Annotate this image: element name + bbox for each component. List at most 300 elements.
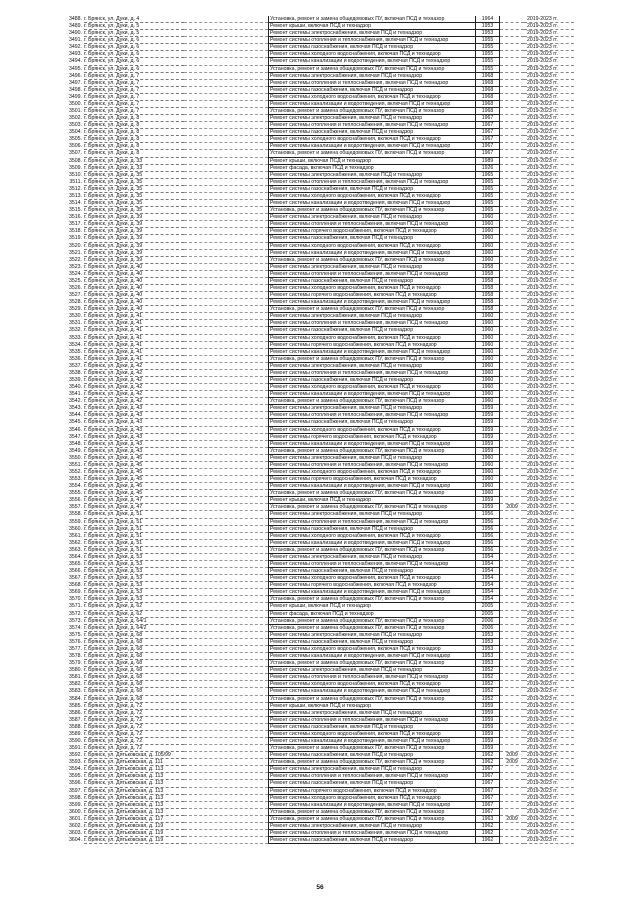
row-number: 3530.	[69, 313, 82, 320]
row-number: 3588.	[69, 723, 82, 730]
table-row	[62, 519, 574, 526]
address-cell: г. Брянск, ул. Дуки, д. 42	[84, 370, 184, 377]
work-type-cell: Ремонт системы отопления и теплоснабжения, включая ПСД и технадзор	[268, 80, 476, 87]
work-type-cell: Ремонт системы горячего водоснабжения, включая ПСД и технадзор	[268, 292, 476, 299]
planned-period-cell: 2019-2023 гг.	[524, 327, 574, 334]
table-row	[62, 646, 574, 653]
row-number: 3576.	[69, 638, 82, 645]
work-type-cell: Ремонт системы канализации и водоотведения, включая ПСД и технадзор	[268, 58, 476, 65]
previous-repair-year-cell	[500, 87, 524, 94]
address-cell: г. Брянск, ул. Дуки, д. 35	[84, 207, 184, 214]
spacer-cell	[184, 327, 268, 334]
row-number: 3517.	[69, 221, 82, 228]
row-number: 3543.	[69, 405, 82, 412]
table-row	[62, 759, 574, 766]
build-year-cell: 1960	[476, 490, 500, 497]
table-row	[62, 186, 574, 193]
address-cell: г. Брянск, ул. Дуки, д. 40	[84, 271, 184, 278]
work-type-cell: Ремонт системы электроснабжения, включая ПСД и технадзор	[268, 823, 476, 830]
work-type-cell: Ремонт крыши, включая ПСД и технадзор	[268, 497, 476, 504]
row-number: 3554.	[69, 483, 82, 490]
previous-repair-year-cell	[500, 214, 524, 221]
spacer-cell	[184, 228, 268, 235]
build-year-cell: 1959	[476, 434, 500, 441]
spacer-cell	[184, 58, 268, 65]
previous-repair-year-cell	[500, 788, 524, 795]
spacer-cell	[184, 37, 268, 44]
previous-repair-year-cell	[500, 370, 524, 377]
spacer-cell	[184, 158, 268, 165]
planned-period-cell: 2019-2023 гг.	[524, 434, 574, 441]
address-cell: г. Брянск, ул. Дуки, д. 72	[84, 717, 184, 724]
spacer-cell	[184, 87, 268, 94]
address-cell: г. Брянск, ул. Дуки, д. 35	[84, 186, 184, 193]
address-cell: г. Брянск, ул. Дуки, д. 51	[84, 540, 184, 547]
row-number: 3549.	[69, 447, 82, 454]
table-row	[62, 547, 574, 554]
table-row	[62, 589, 574, 596]
spacer-cell	[184, 830, 268, 837]
planned-period-cell: 2019-2023 гг.	[524, 172, 574, 179]
row-number: 3604.	[69, 837, 82, 844]
work-type-cell: Ремонт системы отопления и теплоснабжения, включая ПСД и технадзор	[268, 271, 476, 278]
spacer-cell	[184, 632, 268, 639]
planned-period-cell: 2019-2023 гг.	[524, 462, 574, 469]
previous-repair-year-cell	[500, 596, 524, 603]
spacer-cell	[184, 427, 268, 434]
work-type-cell: Установка, ремонт и замена общедомовых ПУ, включая ПСД и техназор	[268, 660, 476, 667]
work-type-cell: Ремонт системы холодного водоснабжения, включая ПСД и технадзор	[268, 646, 476, 653]
planned-period-cell: 2019-2023 гг.	[524, 200, 574, 207]
spacer-cell	[184, 80, 268, 87]
work-type-cell: Установка, ремонт и замена общедомовых ПУ, включая ПСД и техназор	[268, 356, 476, 363]
work-type-cell: Ремонт системы горячего водоснабжения, включая ПСД и технадзор	[268, 228, 476, 235]
previous-repair-year-cell	[500, 674, 524, 681]
previous-repair-year-cell	[500, 611, 524, 618]
address-cell: г. Брянск, ул. Дуки, д. 68	[84, 681, 184, 688]
address-cell: г. Брянск, ул. Дуки, д. 41	[84, 349, 184, 356]
table-row	[62, 257, 574, 264]
spacer-cell	[184, 688, 268, 695]
address-cell: г. Брянск, ул. Дуки, д. 43	[84, 405, 184, 412]
table-row	[62, 221, 574, 228]
address-cell: г. Брянск, ул. Дуки, д. 33	[84, 165, 184, 172]
row-number: 3526.	[69, 284, 82, 291]
address-cell: г. Брянск, ул. Дуки, д. 53	[84, 589, 184, 596]
build-year-cell: 2005	[476, 603, 500, 610]
row-number: 3572.	[69, 610, 82, 617]
address-cell: г. Брянск, ул. Дуки, д. 68	[84, 696, 184, 703]
previous-repair-year-cell	[500, 349, 524, 356]
row-number: 3556.	[69, 497, 82, 504]
table-row	[62, 313, 574, 320]
table-row	[62, 172, 574, 179]
table-row	[62, 23, 574, 30]
address-cell: г. Брянск, ул. Дуки, д. 39	[84, 235, 184, 242]
work-type-cell: Ремонт системы отопления и теплоснабжения, включая ПСД и технадзор	[268, 674, 476, 681]
work-type-cell: Ремонт системы холодного водоснабжения, включая ПСД и технадзор	[268, 795, 476, 802]
table-row	[62, 285, 574, 292]
address-cell: г. Брянск, ул. Дятьковская, д. 105/99	[84, 752, 184, 759]
row-number: 3562.	[69, 539, 82, 546]
previous-repair-year-cell	[500, 703, 524, 710]
address-cell: г. Брянск, ул. Дятьковская, д. 117	[84, 816, 184, 823]
table-row	[62, 327, 574, 334]
planned-period-cell: 2019-2023 гг.	[524, 660, 574, 667]
spacer-cell	[184, 533, 268, 540]
address-cell: г. Брянск, ул. Дуки, д. 6	[84, 37, 184, 44]
address-cell: г. Брянск, ул. Дуки, д. 43	[84, 441, 184, 448]
previous-repair-year-cell: 2009	[500, 816, 524, 823]
table-row	[62, 788, 574, 795]
spacer-cell	[184, 257, 268, 264]
spacer-cell	[184, 780, 268, 787]
work-type-cell: Ремонт системы электроснабжения, включая ПСД и технадзор	[268, 554, 476, 561]
spacer-cell	[184, 660, 268, 667]
work-type-cell: Ремонт крыши, включая ПСД и технадзор	[268, 703, 476, 710]
planned-period-cell: 2019-2023 гг.	[524, 646, 574, 653]
previous-repair-year-cell	[500, 738, 524, 745]
spacer-cell	[184, 554, 268, 561]
table-row	[62, 441, 574, 448]
table-row	[62, 80, 574, 87]
table-row	[62, 497, 574, 504]
spacer-cell	[184, 292, 268, 299]
planned-period-cell: 2019-2023 гг.	[524, 540, 574, 547]
address-cell: г. Брянск, ул. Дуки, д. 7	[84, 101, 184, 108]
table-row	[62, 738, 574, 745]
build-year-cell: 1953	[476, 646, 500, 653]
build-year-cell: 1960	[476, 221, 500, 228]
planned-period-cell: 2019-2023 гг.	[524, 221, 574, 228]
table-row	[62, 462, 574, 469]
address-cell: г. Брянск, ул. Дуки, д. 68	[84, 667, 184, 674]
row-number: 3494.	[69, 58, 82, 65]
address-cell: г. Брянск, ул. Дуки, д. 42	[84, 377, 184, 384]
address-cell: г. Брянск, ул. Дуки, д. 42	[84, 391, 184, 398]
planned-period-cell: 2019-2023 гг.	[524, 363, 574, 370]
build-year-cell: 1967	[476, 795, 500, 802]
address-cell: г. Брянск, ул. Дуки, д. 39	[84, 214, 184, 221]
table-row	[62, 618, 574, 625]
work-type-cell: Ремонт системы холодного водоснабжения, включая ПСД и технадзор	[268, 427, 476, 434]
previous-repair-year-cell	[500, 356, 524, 363]
table-row	[62, 73, 574, 80]
table-row	[62, 16, 574, 23]
work-type-cell: Установка, ремонт и замена общедомовых ПУ, включая ПСД и техназор	[268, 16, 476, 23]
planned-period-cell: 2019-2023 гг.	[524, 398, 574, 405]
row-number: 3561.	[69, 532, 82, 539]
table-row	[62, 434, 574, 441]
build-year-cell: 1953	[476, 30, 500, 37]
row-number: 3568.	[69, 582, 82, 589]
build-year-cell: 1953	[476, 653, 500, 660]
table-row	[62, 51, 574, 58]
build-year-cell: 1967	[476, 143, 500, 150]
build-year-cell: 1955	[476, 44, 500, 51]
build-year-cell: 1967	[476, 136, 500, 143]
previous-repair-year-cell: 2009	[500, 759, 524, 766]
table-row	[62, 363, 574, 370]
table-row	[62, 143, 574, 150]
table-row	[62, 44, 574, 51]
build-year-cell: 1956	[476, 547, 500, 554]
planned-period-cell: 2019-2023 гг.	[524, 384, 574, 391]
row-number: 3510.	[69, 171, 82, 178]
previous-repair-year-cell	[500, 575, 524, 582]
previous-repair-year-cell	[500, 342, 524, 349]
planned-period-cell: 2019-2023 гг.	[524, 703, 574, 710]
table-row	[62, 292, 574, 299]
table-row	[62, 533, 574, 540]
row-number: 3564.	[69, 553, 82, 560]
previous-repair-year-cell	[500, 51, 524, 58]
row-number: 3557.	[69, 504, 82, 511]
spacer-cell	[184, 143, 268, 150]
address-cell: г. Брянск, ул. Дуки, д. 39	[84, 257, 184, 264]
work-type-cell: Ремонт системы канализации и водоотведения, включая ПСД и технадзор	[268, 540, 476, 547]
table-row	[62, 766, 574, 773]
address-cell: г. Брянск, ул. Дуки, д. 62	[84, 611, 184, 618]
planned-period-cell: 2019-2023 гг.	[524, 483, 574, 490]
spacer-cell	[184, 547, 268, 554]
row-number: 3597.	[69, 787, 82, 794]
work-type-cell: Ремонт системы газоснабжения, включая ПСД и технадзор	[268, 278, 476, 285]
build-year-cell: 1962	[476, 830, 500, 837]
planned-period-cell: 2019-2023 гг.	[524, 710, 574, 717]
table-row	[62, 660, 574, 667]
planned-period-cell: 2019-2023 гг.	[524, 717, 574, 724]
previous-repair-year-cell	[500, 405, 524, 412]
previous-repair-year-cell	[500, 490, 524, 497]
spacer-cell	[184, 497, 268, 504]
spacer-cell	[184, 370, 268, 377]
build-year-cell: 1965	[476, 207, 500, 214]
work-type-cell: Установка, ремонт и замена общедомовых ПУ, включая ПСД и техназор	[268, 490, 476, 497]
table-row	[62, 349, 574, 356]
address-cell: г. Брянск, ул. Дуки, д. 42	[84, 363, 184, 370]
row-number: 3585.	[69, 702, 82, 709]
previous-repair-year-cell	[500, 250, 524, 257]
build-year-cell: 1968	[476, 94, 500, 101]
address-cell: г. Брянск, ул. Дуки, д. 68	[84, 632, 184, 639]
build-year-cell: 1967	[476, 802, 500, 809]
spacer-cell	[184, 122, 268, 129]
address-cell: г. Брянск, ул. Дуки, д. 53	[84, 561, 184, 568]
table-row	[62, 639, 574, 646]
row-number: 3546.	[69, 426, 82, 433]
address-cell: г. Брянск, ул. Дуки, д. 39	[84, 250, 184, 257]
work-type-cell: Установка, ремонт и замена общедомовых ПУ, включая ПСД и техназор	[268, 618, 476, 625]
spacer-cell	[184, 625, 268, 632]
table-row	[62, 596, 574, 603]
table-row	[62, 681, 574, 688]
address-cell: г. Брянск, ул. Дуки, д. 40	[84, 278, 184, 285]
row-number: 3495.	[69, 65, 82, 72]
table-row	[62, 717, 574, 724]
table-row	[62, 816, 574, 823]
previous-repair-year-cell	[500, 66, 524, 73]
previous-repair-year-cell	[500, 455, 524, 462]
row-number: 3577.	[69, 645, 82, 652]
build-year-cell: 1960	[476, 455, 500, 462]
address-cell: г. Брянск, ул. Дуки, д. 8	[84, 129, 184, 136]
row-number: 3552.	[69, 469, 82, 475]
planned-period-cell: 2019-2023 гг.	[524, 441, 574, 448]
spacer-cell	[184, 398, 268, 405]
spacer-cell	[184, 448, 268, 455]
work-type-cell: Ремонт системы горячего водоснабжения, включая ПСД и технадзор	[268, 476, 476, 483]
planned-period-cell: 2019-2023 гг.	[524, 476, 574, 483]
row-number: 3493.	[69, 51, 82, 58]
table-row	[62, 632, 574, 639]
spacer-cell	[184, 434, 268, 441]
work-type-cell: Ремонт системы канализации и водоотведения, включая ПСД и технадзор	[268, 391, 476, 398]
address-cell: г. Брянск, ул. Дятьковская, д. 113	[84, 773, 184, 780]
table-row	[62, 554, 574, 561]
table-row	[62, 412, 574, 419]
work-type-cell: Установка, ремонт и замена общедомовых ПУ, включая ПСД и техназор	[268, 696, 476, 703]
planned-period-cell: 2019-2023 гг.	[524, 165, 574, 172]
planned-period-cell: 2019-2023 гг.	[524, 823, 574, 830]
table-row	[62, 731, 574, 738]
build-year-cell: 1965	[476, 186, 500, 193]
work-type-cell: Ремонт системы холодного водоснабжения, включая ПСД и технадзор	[268, 533, 476, 540]
work-type-cell: Установка, ремонт и замена общедомовых ПУ, включая ПСД и техназор	[268, 66, 476, 73]
build-year-cell: 1968	[476, 87, 500, 94]
planned-period-cell: 2019-2023 гг.	[524, 469, 574, 476]
row-number: 3515.	[69, 207, 82, 214]
build-year-cell: 1954	[476, 561, 500, 568]
address-cell: г. Брянск, ул. Дятьковская, д. 113	[84, 766, 184, 773]
previous-repair-year-cell	[500, 186, 524, 193]
previous-repair-year-cell	[500, 115, 524, 122]
table-row	[62, 802, 574, 809]
build-year-cell: 2005	[476, 611, 500, 618]
previous-repair-year-cell	[500, 264, 524, 271]
row-number: 3511.	[69, 178, 82, 185]
planned-period-cell: 2019-2023 гг.	[524, 243, 574, 250]
build-year-cell: 1964	[476, 16, 500, 23]
table-row	[62, 87, 574, 94]
spacer-cell	[184, 200, 268, 207]
row-number: 3537.	[69, 362, 82, 369]
planned-period-cell: 2019-2023 гг.	[524, 115, 574, 122]
planned-period-cell: 2019-2023 гг.	[524, 632, 574, 639]
address-cell: г. Брянск, ул. Дуки, д. 72	[84, 745, 184, 752]
table-row	[62, 342, 574, 349]
address-cell: г. Брянск, ул. Дуки, д. 51	[84, 511, 184, 518]
previous-repair-year-cell	[500, 837, 524, 844]
row-number: 3500.	[69, 100, 82, 107]
address-cell: г. Брянск, ул. Дуки, д. 62	[84, 603, 184, 610]
planned-period-cell: 2019-2023 гг.	[524, 816, 574, 823]
table-row	[62, 455, 574, 462]
work-type-cell: Ремонт фасада, включая ПСД и технадзор	[268, 165, 476, 172]
planned-period-cell: 2019-2023 гг.	[524, 377, 574, 384]
planned-period-cell: 2019-2023 гг.	[524, 419, 574, 426]
row-number: 3520.	[69, 242, 82, 249]
row-number: 3533.	[69, 334, 82, 341]
previous-repair-year-cell	[500, 363, 524, 370]
row-number: 3547.	[69, 433, 82, 440]
work-type-cell: Ремонт системы газоснабжения, включая ПСД и технадзор	[268, 419, 476, 426]
previous-repair-year-cell	[500, 101, 524, 108]
table-row	[62, 94, 574, 101]
table-row	[62, 264, 574, 271]
build-year-cell: 1953	[476, 660, 500, 667]
row-number: 3545.	[69, 419, 82, 426]
address-cell: г. Брянск, ул. Дуки, д. 41	[84, 327, 184, 334]
work-type-cell: Ремонт системы отопления и теплоснабжения, включая ПСД и технадзор	[268, 37, 476, 44]
table-row	[62, 504, 574, 511]
work-type-cell: Установка, ремонт и замена общедомовых ПУ, включая ПСД и техназор	[268, 547, 476, 554]
previous-repair-year-cell	[500, 830, 524, 837]
spacer-cell	[184, 589, 268, 596]
address-cell: г. Брянск, ул. Дуки, д. 72	[84, 703, 184, 710]
work-type-cell: Ремонт системы холодного водоснабжения, включая ПСД и технадзор	[268, 384, 476, 391]
address-cell: г. Брянск, ул. Дуки, д. 39	[84, 243, 184, 250]
spacer-cell	[184, 44, 268, 51]
build-year-cell: 1960	[476, 370, 500, 377]
address-cell: г. Брянск, ул. Дуки, д. 43	[84, 448, 184, 455]
previous-repair-year-cell	[500, 193, 524, 200]
table-row	[62, 370, 574, 377]
build-year-cell: 1952	[476, 667, 500, 674]
previous-repair-year-cell	[500, 179, 524, 186]
previous-repair-year-cell	[500, 724, 524, 731]
work-type-cell: Установка, ремонт и замена общедомовых ПУ, включая ПСД и технадзор	[268, 504, 476, 511]
spacer-cell	[184, 490, 268, 497]
table-row	[62, 320, 574, 327]
work-type-cell: Ремонт системы отопления и теплоснабжения, включая ПСД и технадзор	[268, 462, 476, 469]
work-type-cell: Ремонт системы газоснабжения, включая ПСД и технадзор	[268, 752, 476, 759]
previous-repair-year-cell	[500, 285, 524, 292]
planned-period-cell: 2019-2023 гг.	[524, 108, 574, 115]
table-row	[62, 384, 574, 391]
address-cell: г. Брянск, ул. Дуки, д. 40	[84, 285, 184, 292]
planned-period-cell: 2019-2023 гг.	[524, 306, 574, 313]
work-type-cell: Ремонт системы электроснабжения, включая ПСД и технадзор	[268, 455, 476, 462]
spacer-cell	[184, 221, 268, 228]
table-row	[62, 603, 574, 610]
planned-period-cell: 2019-2023 гг.	[524, 313, 574, 320]
spacer-cell	[184, 731, 268, 738]
address-cell: г. Брянск, ул. Дуки, д. 7	[84, 108, 184, 115]
work-type-cell: Ремонт системы газоснабжения, включая ПСД и технадзор	[268, 724, 476, 731]
previous-repair-year-cell	[500, 327, 524, 334]
work-type-cell: Ремонт системы электроснабжения, включая ПСД и технадзор	[268, 73, 476, 80]
row-number: 3558.	[69, 511, 82, 518]
row-number: 3584.	[69, 695, 82, 702]
row-number: 3540.	[69, 384, 82, 391]
previous-repair-year-cell	[500, 129, 524, 136]
planned-period-cell: 2019-2023 гг.	[524, 250, 574, 257]
work-type-cell: Ремонт системы электроснабжения, включая ПСД и технадзор	[268, 405, 476, 412]
build-year-cell: 1955	[476, 66, 500, 73]
address-cell: г. Брянск, ул. Дуки, д. 53	[84, 554, 184, 561]
works-table	[62, 16, 574, 844]
work-type-cell: Ремонт системы отопления и теплоснабжения, включая ПСД и технадзор	[268, 412, 476, 419]
table-row	[62, 830, 574, 837]
spacer-cell	[184, 73, 268, 80]
row-number: 3536.	[69, 355, 82, 362]
build-year-cell: 1959	[476, 412, 500, 419]
build-year-cell: 1967	[476, 766, 500, 773]
planned-period-cell: 2019-2023 гг.	[524, 23, 574, 30]
table-row	[62, 158, 574, 165]
planned-period-cell: 2019-2023 гг.	[524, 455, 574, 462]
